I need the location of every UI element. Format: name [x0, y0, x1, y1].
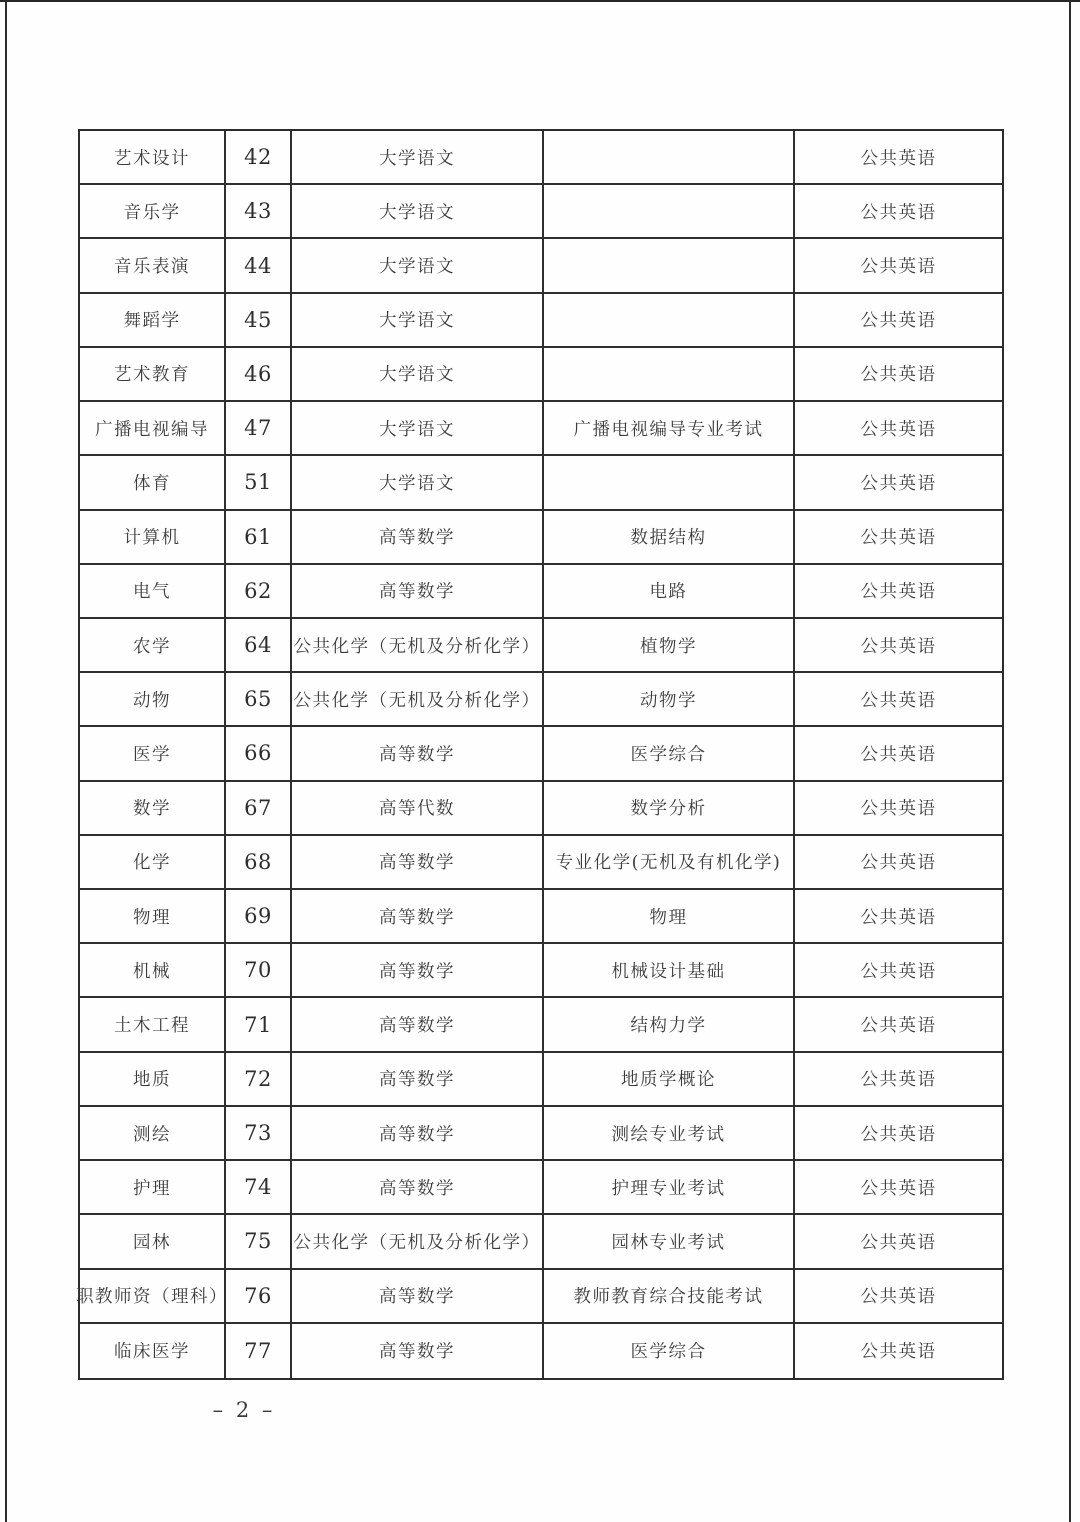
major-cell: 体育 [80, 456, 226, 510]
second-exam-cell: 教师教育综合技能考试 [544, 1270, 795, 1324]
code-cell: 73 [226, 1107, 292, 1161]
second-exam-cell [544, 294, 795, 348]
code-cell: 66 [226, 727, 292, 781]
code-cell: 74 [226, 1161, 292, 1215]
page-border-right [1069, 0, 1071, 1522]
english-exam-cell: 公共英语 [795, 348, 1002, 402]
page-number: – 2 – [212, 1398, 276, 1422]
second-exam-cell [544, 131, 795, 185]
major-cell: 音乐表演 [80, 239, 226, 293]
code-cell: 71 [226, 998, 292, 1052]
major-cell: 舞蹈学 [80, 294, 226, 348]
english-exam-cell: 公共英语 [795, 944, 1002, 998]
first-exam-cell: 大学语文 [292, 294, 544, 348]
first-exam-cell: 大学语文 [292, 456, 544, 510]
major-cell: 护理 [80, 1161, 226, 1215]
english-exam-cell: 公共英语 [795, 727, 1002, 781]
first-exam-cell: 公共化学（无机及分析化学） [292, 1215, 544, 1269]
first-exam-cell: 高等数学 [292, 1053, 544, 1107]
major-cell: 数学 [80, 782, 226, 836]
second-exam-cell: 数据结构 [544, 511, 795, 565]
first-exam-cell: 高等数学 [292, 944, 544, 998]
code-cell: 67 [226, 782, 292, 836]
major-cell: 测绘 [80, 1107, 226, 1161]
code-cell: 44 [226, 239, 292, 293]
second-exam-cell: 植物学 [544, 619, 795, 673]
english-exam-cell: 公共英语 [795, 673, 1002, 727]
first-exam-cell: 大学语文 [292, 402, 544, 456]
first-exam-cell: 高等数学 [292, 565, 544, 619]
major-cell: 广播电视编导 [80, 402, 226, 456]
code-cell: 69 [226, 890, 292, 944]
second-exam-cell [544, 456, 795, 510]
second-exam-cell: 机械设计基础 [544, 944, 795, 998]
major-cell: 电气 [80, 565, 226, 619]
english-exam-cell: 公共英语 [795, 456, 1002, 510]
major-cell: 计算机 [80, 511, 226, 565]
english-exam-cell: 公共英语 [795, 185, 1002, 239]
major-cell: 音乐学 [80, 185, 226, 239]
major-cell: 艺术设计 [80, 131, 226, 185]
second-exam-cell: 电路 [544, 565, 795, 619]
english-exam-cell: 公共英语 [795, 998, 1002, 1052]
second-exam-cell [544, 239, 795, 293]
code-cell: 43 [226, 185, 292, 239]
english-exam-cell: 公共英语 [795, 1215, 1002, 1269]
exam-subjects-table [78, 129, 1004, 1380]
english-exam-cell: 公共英语 [795, 131, 1002, 185]
first-exam-cell: 高等代数 [292, 782, 544, 836]
page-border-top [0, 0, 1080, 2]
english-exam-cell: 公共英语 [795, 619, 1002, 673]
second-exam-cell: 园林专业考试 [544, 1215, 795, 1269]
major-cell: 艺术教育 [80, 348, 226, 402]
first-exam-cell: 大学语文 [292, 348, 544, 402]
code-cell: 62 [226, 565, 292, 619]
first-exam-cell: 高等数学 [292, 1161, 544, 1215]
code-cell: 72 [226, 1053, 292, 1107]
second-exam-cell: 数学分析 [544, 782, 795, 836]
major-cell: 动物 [80, 673, 226, 727]
second-exam-cell: 护理专业考试 [544, 1161, 795, 1215]
code-cell: 46 [226, 348, 292, 402]
code-cell: 70 [226, 944, 292, 998]
second-exam-cell: 专业化学(无机及有机化学) [544, 836, 795, 890]
code-cell: 65 [226, 673, 292, 727]
major-cell: 地质 [80, 1053, 226, 1107]
first-exam-cell: 大学语文 [292, 131, 544, 185]
first-exam-cell: 高等数学 [292, 890, 544, 944]
english-exam-cell: 公共英语 [795, 1053, 1002, 1107]
english-exam-cell: 公共英语 [795, 294, 1002, 348]
major-cell: 医学 [80, 727, 226, 781]
code-cell: 51 [226, 456, 292, 510]
code-cell: 42 [226, 131, 292, 185]
second-exam-cell: 医学综合 [544, 1324, 795, 1378]
first-exam-cell: 大学语文 [292, 239, 544, 293]
major-cell: 园林 [80, 1215, 226, 1269]
english-exam-cell: 公共英语 [795, 511, 1002, 565]
major-cell: 职教师资（理科） [80, 1270, 226, 1324]
english-exam-cell: 公共英语 [795, 239, 1002, 293]
second-exam-cell: 结构力学 [544, 998, 795, 1052]
second-exam-cell: 动物学 [544, 673, 795, 727]
first-exam-cell: 高等数学 [292, 1107, 544, 1161]
first-exam-cell: 高等数学 [292, 1270, 544, 1324]
code-cell: 64 [226, 619, 292, 673]
first-exam-cell: 高等数学 [292, 1324, 544, 1378]
major-cell: 化学 [80, 836, 226, 890]
code-cell: 47 [226, 402, 292, 456]
second-exam-cell: 医学综合 [544, 727, 795, 781]
first-exam-cell: 公共化学（无机及分析化学） [292, 619, 544, 673]
english-exam-cell: 公共英语 [795, 1107, 1002, 1161]
major-cell: 土木工程 [80, 998, 226, 1052]
code-cell: 68 [226, 836, 292, 890]
first-exam-cell: 高等数学 [292, 727, 544, 781]
page-border-left [5, 0, 7, 1522]
first-exam-cell: 高等数学 [292, 836, 544, 890]
second-exam-cell: 物理 [544, 890, 795, 944]
second-exam-cell [544, 348, 795, 402]
english-exam-cell: 公共英语 [795, 890, 1002, 944]
english-exam-cell: 公共英语 [795, 565, 1002, 619]
english-exam-cell: 公共英语 [795, 836, 1002, 890]
second-exam-cell [544, 185, 795, 239]
second-exam-cell: 地质学概论 [544, 1053, 795, 1107]
first-exam-cell: 公共化学（无机及分析化学） [292, 673, 544, 727]
second-exam-cell: 广播电视编导专业考试 [544, 402, 795, 456]
code-cell: 61 [226, 511, 292, 565]
code-cell: 45 [226, 294, 292, 348]
major-cell: 农学 [80, 619, 226, 673]
major-cell: 物理 [80, 890, 226, 944]
english-exam-cell: 公共英语 [795, 402, 1002, 456]
english-exam-cell: 公共英语 [795, 1161, 1002, 1215]
first-exam-cell: 高等数学 [292, 511, 544, 565]
first-exam-cell: 高等数学 [292, 998, 544, 1052]
major-cell: 临床医学 [80, 1324, 226, 1378]
code-cell: 76 [226, 1270, 292, 1324]
second-exam-cell: 测绘专业考试 [544, 1107, 795, 1161]
english-exam-cell: 公共英语 [860, 1342, 937, 1363]
english-exam-cell: 公共英语 [795, 782, 1002, 836]
code-cell: 77 [226, 1324, 292, 1378]
code-cell: 75 [226, 1215, 292, 1269]
major-cell: 机械 [80, 944, 226, 998]
first-exam-cell: 大学语文 [292, 185, 544, 239]
english-exam-cell: 公共英语 [795, 1270, 1002, 1324]
